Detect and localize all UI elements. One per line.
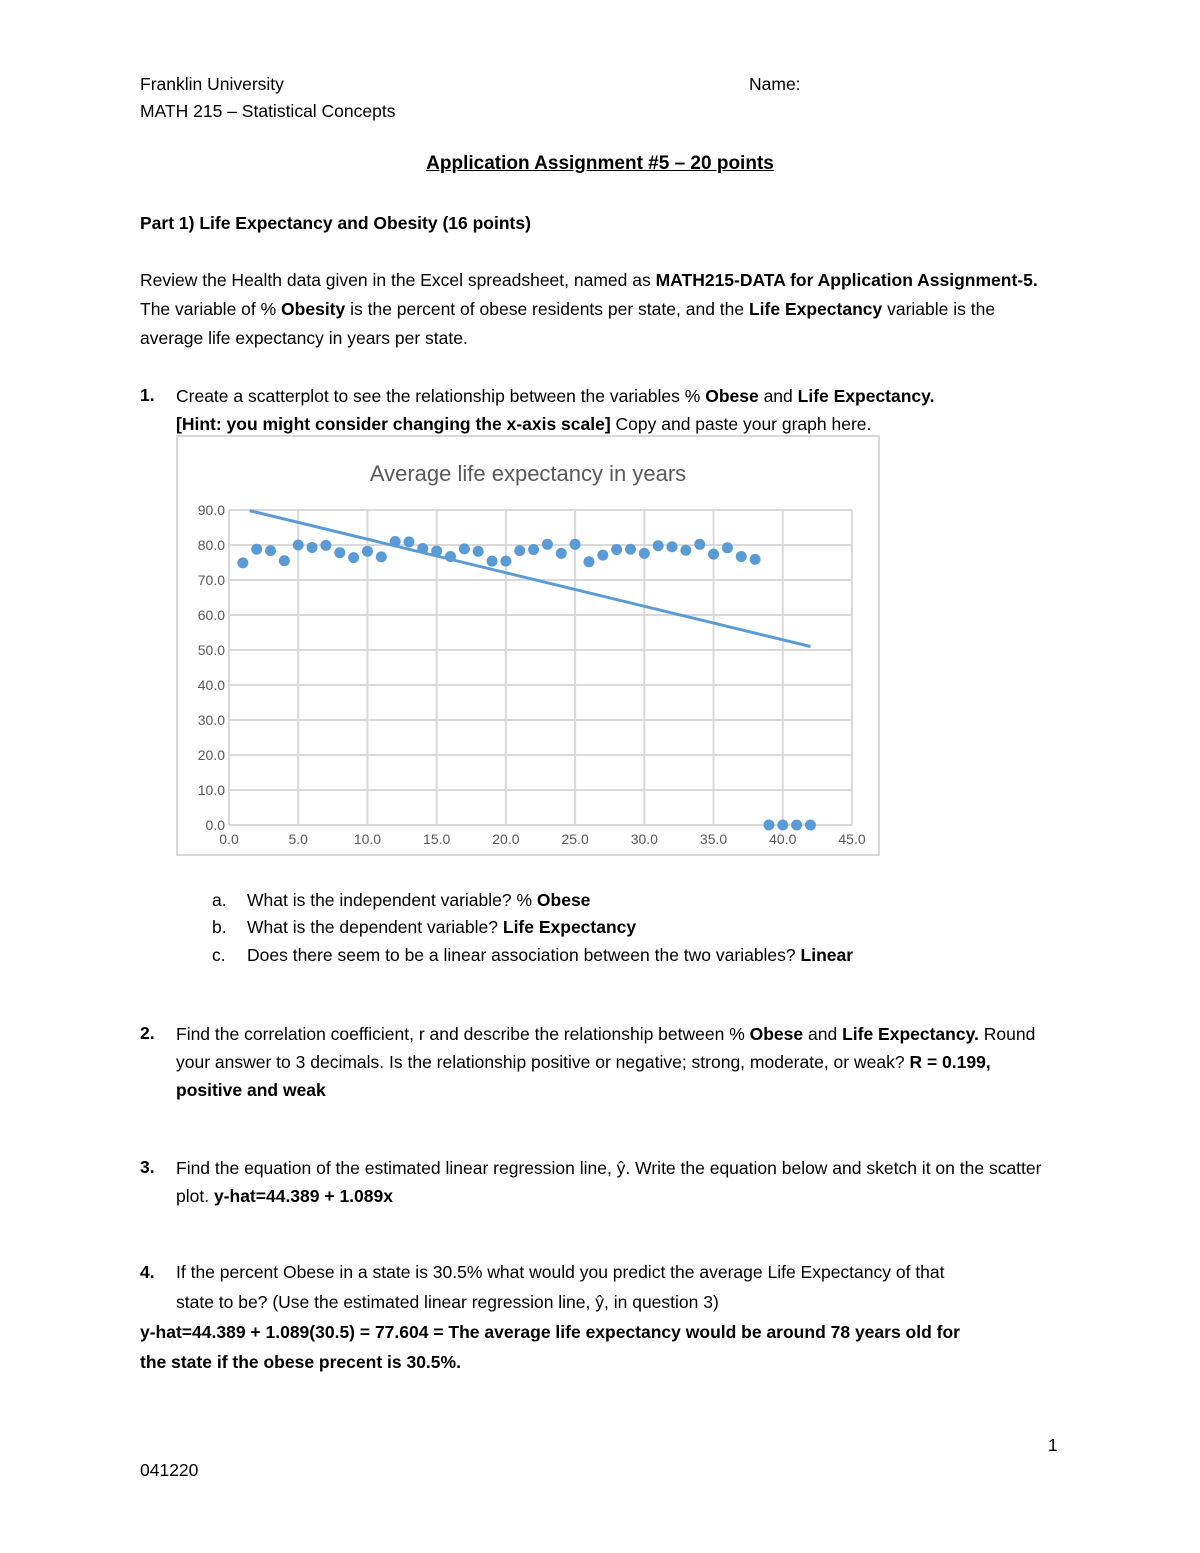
q1a-text: What is the independent variable? % Obese [247,890,591,910]
q1-text: Create a scatterplot to see the relationship between the variables % Obese and Life Expectancy. [Hint: you might consider changing the x-axis scale] Copy and paste your graph here. [176,386,935,434]
data-point [722,542,733,553]
data-point [251,544,262,555]
x-tick-label: 15.0 [423,831,451,847]
y-tick-label: 10.0 [197,782,225,798]
data-point [528,544,539,555]
data-point [279,555,290,566]
q4-line2: state to be? (Use the estimated linear regression line, ŷ, in question 3) [176,1292,719,1312]
y-tick-label: 40.0 [197,677,225,693]
y-tick-label: 70.0 [197,572,225,588]
data-point [293,540,304,551]
x-tick-label: 40.0 [769,831,797,847]
data-point [431,545,442,556]
data-point [625,544,636,555]
data-point [348,552,359,563]
course-title: MATH 215 – Statistical Concepts [140,101,396,121]
data-point [334,547,345,558]
data-point [653,540,664,551]
data-point [777,820,788,831]
chart-title: Average life expectancy in years [369,461,687,486]
x-tick-label: 25.0 [561,831,589,847]
data-point [390,536,401,547]
x-tick-label: 30.0 [630,831,658,847]
part1-heading: Part 1) Life Expectancy and Obesity (16 points) [140,213,531,233]
q4-number: 4. [140,1262,155,1282]
data-point [487,556,498,567]
intro-paragraph: Review the Health data given in the Excel spreadsheet, named as MATH215-DATA for Application Assignment-5. The variable of % Obesity is the percent of obese residents per state, and the Life Expectancy variable is the average life expectancy in years per state. [140,270,1038,348]
q1c-letter: c. [212,945,226,965]
data-point [542,539,553,550]
data-point [417,543,428,554]
q1-number: 1. [140,385,155,405]
y-tick-label: 20.0 [197,747,225,763]
data-point [763,820,774,831]
q2-text: Find the correlation coefficient, r and describe the relationship between % Obese and Life Expectancy. Round your answer to 3 decimals. Is the relationship positive or negative; strong, moderate, or weak? R = 0.199, positive and weak [176,1024,1036,1100]
page-number: 1 [1048,1435,1058,1455]
q1b-letter: b. [212,917,227,937]
data-point [597,550,608,561]
x-tick-label: 35.0 [699,831,728,847]
data-point [403,536,414,547]
data-point [320,540,331,551]
data-point [473,546,484,557]
data-point [556,548,567,559]
data-point [514,545,525,556]
q4-answer-line2: the state if the obese precent is 30.5%. [140,1352,461,1372]
data-point [570,539,581,550]
name-label: Name: [749,74,801,94]
q1c-text: Does there seem to be a linear association between the two variables? Linear [247,945,854,965]
y-tick-label: 90.0 [197,502,225,518]
data-point [694,539,705,550]
q3-number: 3. [140,1157,155,1177]
data-point [611,544,622,555]
y-tick-label: 0.0 [205,817,225,833]
data-point [639,548,650,559]
data-point [307,542,318,553]
q4-answer-line1: y-hat=44.389 + 1.089(30.5) = 77.604 = The average life expectancy would be around 78 years old for [140,1322,960,1342]
document-code: 041220 [140,1460,199,1480]
chart-svg [178,437,878,854]
data-point [667,541,678,552]
q1b-text: What is the dependent variable? Life Expectancy [247,917,637,937]
q4-line1: If the percent Obese in a state is 30.5% what would you predict the average Life Expectancy of that [176,1262,945,1282]
data-point [680,545,691,556]
data-point [583,556,594,567]
chart-trendline-group [250,511,811,647]
data-point [376,551,387,562]
x-tick-label: 20.0 [492,831,520,847]
x-tick-label: 0.0 [219,831,239,847]
q1a-letter: a. [212,890,227,910]
data-point [736,551,747,562]
assignment-title: Application Assignment #5 – 20 points [426,153,774,174]
x-tick-label: 5.0 [288,831,308,847]
data-point [445,551,456,562]
data-point [805,820,816,831]
data-point [459,543,470,554]
data-point [237,557,248,568]
data-point [500,556,511,567]
q2-number: 2. [140,1023,155,1043]
data-point [362,546,373,557]
y-tick-label: 80.0 [197,537,225,553]
q3-text: Find the equation of the estimated linear regression line, ŷ. Write the equation below and sketch it on the scatter plot. y-hat=44.389 + 1.089x [176,1158,1042,1206]
scatter-chart [176,435,880,856]
data-point [265,545,276,556]
data-point [750,554,761,565]
data-point [708,549,719,560]
university-name: Franklin University [140,74,284,94]
trendline [250,511,811,647]
y-tick-label: 60.0 [197,607,225,623]
y-tick-label: 30.0 [197,712,225,728]
x-tick-label: 10.0 [353,831,382,847]
data-point [791,820,802,831]
x-tick-label: 45.0 [838,831,866,847]
y-tick-label: 50.0 [197,642,225,658]
